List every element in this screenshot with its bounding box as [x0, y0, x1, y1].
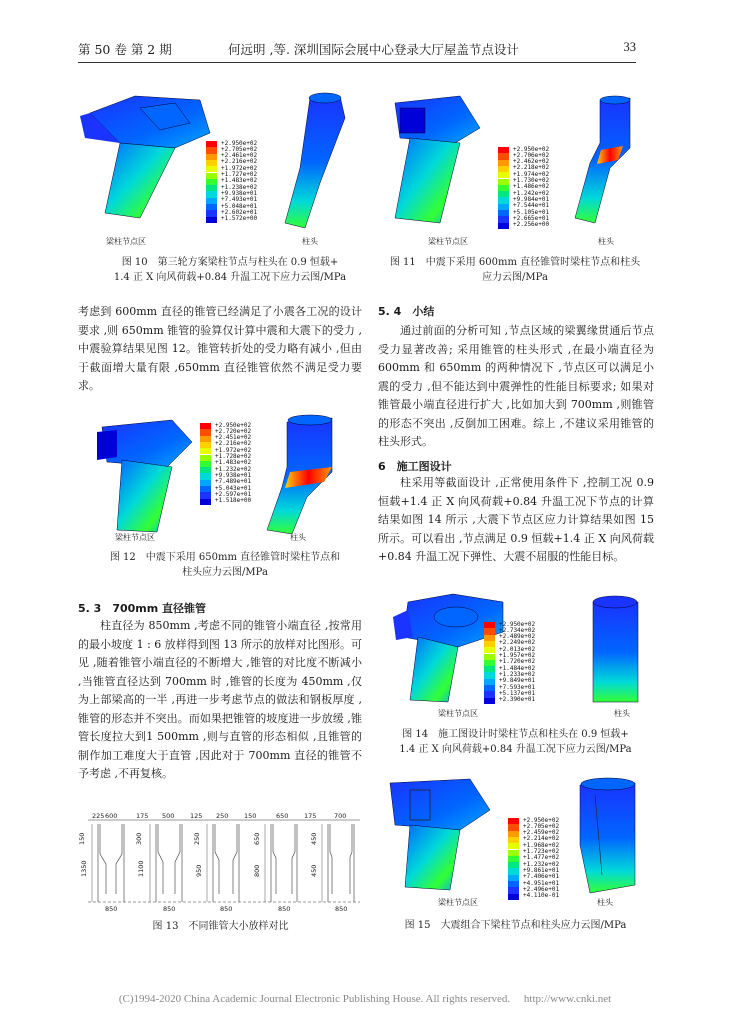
fig12-caption: 图 12 中震下采用 650mm 直径锥管时梁柱节点和 柱头应力云图/MPa [109, 552, 341, 578]
fig14-caption: 图 14 施工图设计时梁柱节点和柱头在 0.9 恒载+ 1.4 正 X 向风荷载+0.84 升温工况下应力云图/MPa [399, 729, 632, 755]
legend-value: +2.459e+02 [523, 829, 560, 837]
legend-value: +1.720e+02 [499, 658, 536, 666]
fig14-label-joint: 梁柱节点区 [438, 709, 478, 718]
journal-volume: 第 50 卷 第 2 期 [78, 42, 172, 57]
fig11-label-joint: 梁柱节点区 [428, 237, 468, 246]
fig13-image [78, 812, 363, 914]
legend-value: +9.938e+01 [221, 189, 258, 197]
fig15-label-column: 柱头 [597, 898, 613, 907]
legend-value: +7.489e+01 [215, 478, 252, 486]
legend-value: +1.477e+02 [523, 854, 560, 862]
legend-value: +2.216e+02 [221, 158, 258, 166]
legend-value: +1.232e+02 [215, 465, 252, 473]
legend-value: +2.950e+02 [499, 620, 536, 628]
legend-value: +2.665e+01 [513, 214, 550, 222]
legend-value: +2.451e+02 [215, 434, 252, 442]
fig13-dim-top: 175 [304, 812, 317, 820]
legend-value: +2.496e+01 [523, 885, 560, 893]
legend-value: +2.705e+02 [221, 145, 258, 153]
legend-value: +1.486e+02 [513, 183, 550, 191]
fig14-label-column: 柱头 [614, 709, 630, 718]
right-para-2: 柱采用等截面设计 ,正常使用条件下 ,控制工况 0.9 恒载+1.4 正 X 向风荷载+0.84 升温工况下节点的计算结果如图 14 所示 ,大震下节点区应力计算结果如图 15 所示。可以看出 ,节点满足 0.9 恒载+1.4 正 X 向风荷载+0.84 升温工况下弹性、大震不屈服的性能目标。 [378, 476, 654, 563]
legend-value: +1.728e+02 [215, 453, 252, 460]
right-para-1: 通过前面的分析可知 ,节点区域的梁翼缘贯通后节点受力显著改善; 采用锥管的柱头形式 ,在最小端直径为 600mm 和 650mm 的两种情况下 ,节点区可以满足小震的受力 ,但不能达到中震弹性的性能目标要求; 如果对锥管最小端直径进行扩大 ,比如加大到 700mm ,则锥管的形态不突出 ,反倒加工困难。综上 ,不建议采用锥管的柱头形式。 [378, 324, 654, 448]
article-title-header: 何远明 ,等. 深圳国际会展中心登录大厅屋盖节点设计 [228, 42, 519, 57]
legend-value: +7.493e+01 [221, 196, 258, 204]
fig13-dim-side: 650 [253, 832, 261, 845]
fig13-dim-bottom: 850 [220, 905, 233, 913]
legend-value: +1.233e+02 [499, 670, 536, 678]
legend-value: +2.720e+02 [215, 427, 252, 435]
running-header [78, 40, 636, 63]
legend-value: +2.950e+02 [215, 421, 252, 429]
legend-value: +1.968e+02 [523, 841, 560, 849]
legend-value: +4.110e-01 [523, 892, 560, 900]
fig13-caption: 图 13 不同锥管大小放样对比 [152, 921, 289, 932]
fig13-dim-bottom: 850 [163, 905, 176, 913]
legend-value: +1.518e+00 [215, 497, 252, 505]
legend-value: +2.390e+01 [499, 696, 536, 704]
legend-value: +5.105e+01 [513, 208, 550, 216]
fig13-dim-top: 700 [334, 812, 347, 820]
legend-value: +1.483e+02 [221, 177, 258, 185]
legend-value: +5.048e+01 [221, 202, 258, 210]
fig13-dim-top: 150 [244, 812, 257, 820]
fig13-dim-bottom: 850 [278, 905, 291, 913]
section-5-4-heading: 5. 4 小结 [378, 305, 435, 318]
legend-swatch [498, 223, 509, 229]
legend-value: +1.723e+02 [523, 848, 560, 855]
fig13-dim-side: 450 [310, 864, 318, 877]
fig13-dim-side: 250 [193, 832, 201, 845]
legend-value: +2.461e+02 [221, 152, 258, 160]
legend-value: +2.256e+00 [513, 221, 550, 229]
legend-value: +7.593e+01 [499, 683, 536, 691]
fig10-label-column: 柱头 [302, 237, 318, 246]
legend-value: +2.950e+02 [523, 816, 560, 824]
fig13-dim-side: 1100 [137, 860, 145, 877]
fig12-legend [200, 423, 270, 505]
page-number: 33 [623, 40, 636, 54]
left-para-2: 柱直径为 850mm ,考虑不同的锥管小端直径 ,按常用的最小坡度 1 : 6 放样得到图 13 所示的放样对比图形。可见 ,随着锥管小端直径的不断增大 ,锥管的对比度不断减小 ,当锥管直径达到 700mm 时 ,锥管的长度为 450mm ,仅为上部梁高的一半 ,再进一步考虑节点的做法和钢板厚度 ,锥管的形态并不突出。而如果把锥管的坡度进一步放缓 ,锥管长度拉大到1 500mm ,则与直管的形态相似 ,且锥管的制作加工难度大于直管 ,因此对于 700mm 直径的锥管不予考虑 ,不再复核。 [78, 619, 362, 780]
fig11-legend [498, 147, 568, 229]
fig13-dim-side: 1350 [80, 860, 88, 877]
legend-value: +7.544e+01 [513, 202, 550, 210]
legend-value: +2.602e+01 [221, 208, 258, 216]
legend-value: +2.950e+02 [221, 139, 258, 147]
legend-value: +2.489e+02 [499, 633, 536, 641]
fig13-dim-top: 500 [162, 812, 175, 820]
legend-value: +9.984e+01 [513, 195, 550, 203]
legend-swatch [484, 698, 495, 704]
copyright-footer: (C)1994-2020 China Academic Journal Electronic Publishing House. All rights reserved. http://www.cnki.net [118, 993, 612, 1005]
legend-swatch [200, 499, 211, 505]
legend-value: +7.406e+01 [523, 873, 560, 881]
legend-value: +2.013e+02 [499, 645, 536, 653]
legend-value: +1.483e+02 [215, 459, 252, 467]
fig13-dim-top: 600 [105, 812, 118, 820]
fig13-dim-top: 250 [216, 812, 229, 820]
section-6-heading: 6 施工图设计 [378, 460, 452, 473]
legend-value: +2.249e+02 [499, 639, 536, 647]
fig13-dim-top: 225 [92, 812, 105, 820]
legend-value: +2.734e+02 [499, 626, 536, 634]
fig10-legend [206, 141, 276, 223]
legend-value: +2.950e+02 [513, 145, 550, 153]
fig10-caption: 图 10 第三轮方案梁柱节点与柱头在 0.9 恒载+ 1.4 正 X 向风荷载+0.84 升温工况下应力云图/MPa [113, 257, 347, 283]
fig14-legend [484, 622, 554, 704]
legend-value: +1.730e+02 [513, 177, 550, 184]
left-para-1: 考虑到 600mm 直径的锥管已经满足了小震各工况的设计要求 ,则 650mm 锥管的验算仅计算中震和大震下的受力 ,中震验算结果见图 12。锥管转折处的受力略有减小 ,但由于截面增大量有限 ,650mm 直径锥管依然不满足受力要求。 [78, 305, 362, 392]
legend-value: +5.043e+01 [215, 484, 252, 492]
fig13-dim-top: 650 [276, 812, 289, 820]
fig15-caption: 图 15 大震组合下梁柱节点和柱头应力云图/MPa [404, 920, 627, 931]
fig13-dim-side: 800 [253, 864, 261, 877]
legend-value: +9.938e+01 [215, 471, 252, 479]
fig13-dim-side: 300 [135, 832, 143, 845]
fig13-dim-side: 150 [78, 832, 86, 845]
legend-value: +1.238e+02 [221, 183, 258, 191]
legend-value: +1.972e+02 [215, 446, 252, 454]
legend-swatch [508, 894, 519, 900]
fig10-label-joint: 梁柱节点区 [106, 237, 146, 246]
legend-value: +1.572e+00 [221, 215, 258, 223]
fig13-dim-side: 450 [310, 832, 318, 845]
fig11-caption: 图 11 中震下采用 600mm 直径锥管时梁柱节点和柱头 应力云图/MPa [389, 257, 641, 283]
legend-value: +1.727e+02 [221, 171, 258, 178]
legend-value: +1.484e+02 [499, 664, 536, 672]
fig15-legend [508, 818, 578, 900]
legend-swatch [206, 217, 217, 223]
fig13-dim-bottom: 850 [105, 905, 118, 913]
fig13-dim-side: 950 [195, 864, 203, 877]
fig11-label-column: 柱头 [598, 237, 614, 246]
legend-value: +1.974e+02 [513, 170, 550, 178]
legend-value: +1.232e+02 [523, 860, 560, 868]
legend-value: +9.861e+01 [523, 866, 560, 874]
fig12-label-joint: 梁柱节点区 [115, 533, 155, 542]
section-5-3-heading: 5. 3 700mm 直径锥管 [78, 602, 207, 615]
fig13-dim-top: 125 [190, 812, 203, 820]
legend-value: +9.849e+01 [499, 677, 536, 685]
legend-value: +1.972e+02 [221, 164, 258, 172]
legend-value: +4.951e+01 [523, 879, 560, 887]
fig13-dim-top: 175 [136, 812, 149, 820]
legend-value: +5.137e+01 [499, 689, 536, 697]
legend-value: +2.214e+02 [523, 835, 560, 843]
fig15-label-joint: 梁柱节点区 [438, 898, 478, 907]
fig12-label-column: 柱头 [290, 533, 306, 542]
fig13-dim-bottom: 850 [335, 905, 348, 913]
legend-value: +1.957e+02 [499, 652, 536, 659]
legend-value: +2.597e+01 [215, 490, 252, 498]
legend-value: +2.218e+02 [513, 164, 550, 172]
legend-value: +2.706e+02 [513, 151, 550, 159]
legend-value: +1.242e+02 [513, 189, 550, 197]
legend-value: +2.216e+02 [215, 440, 252, 448]
legend-value: +2.705e+02 [523, 822, 560, 830]
legend-value: +2.462e+02 [513, 158, 550, 166]
